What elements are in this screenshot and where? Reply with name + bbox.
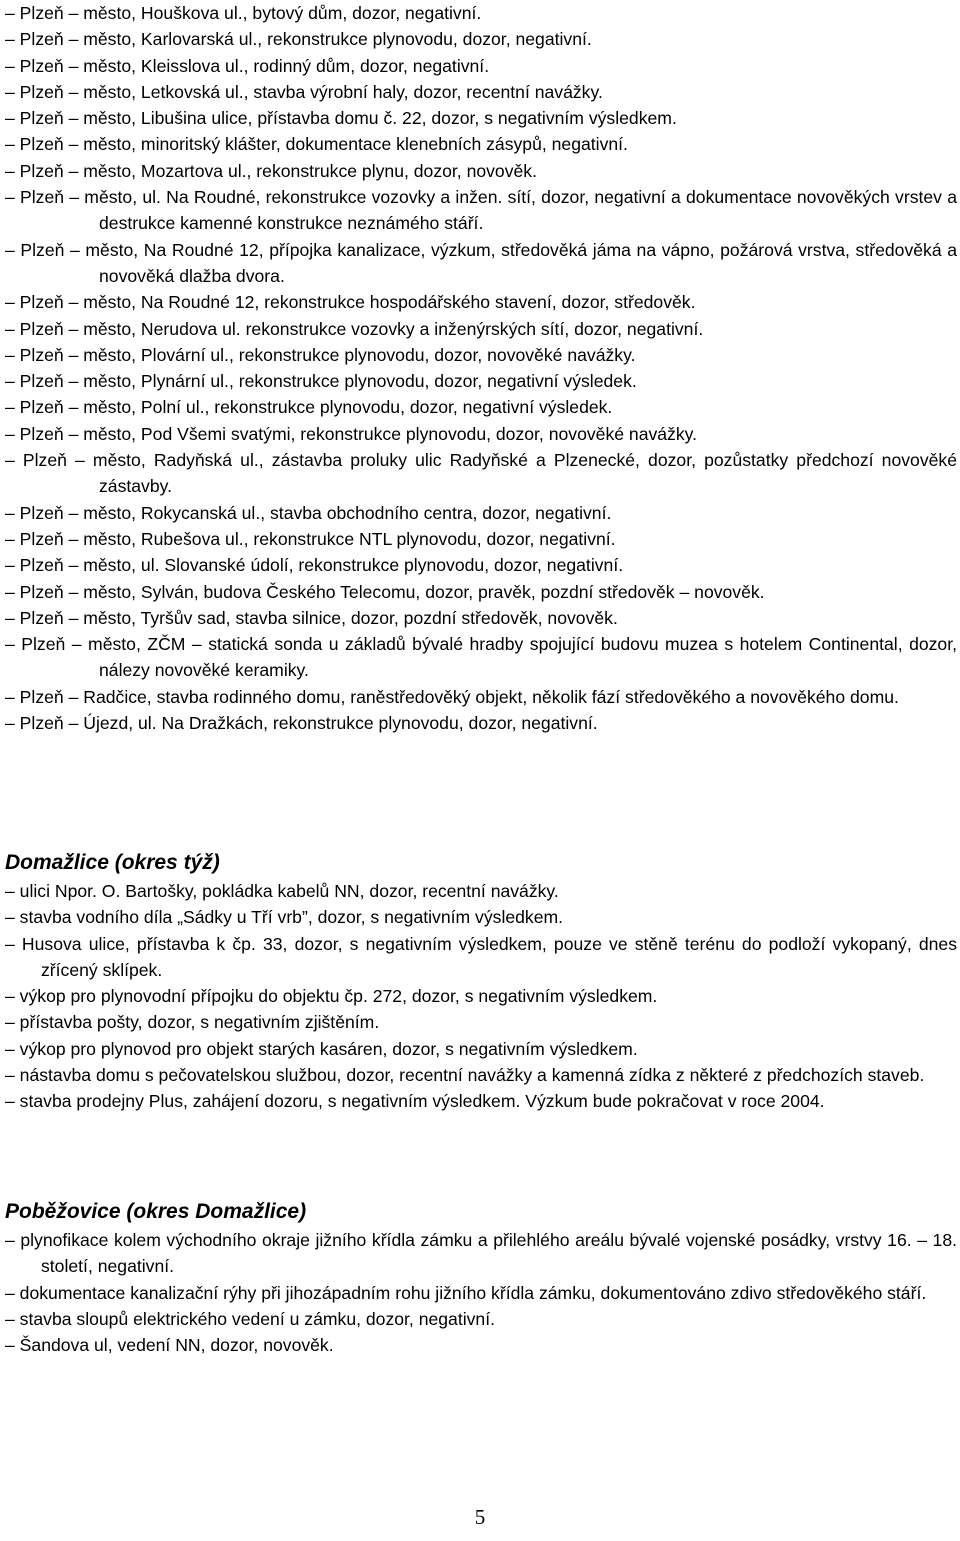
plzen-entry: – Plzeň – město, Pod Všemi svatými, rekonstrukce plynovodu, dozor, novověké navážky.	[5, 423, 698, 444]
domazlice-entry: – stavba vodního díla „Sádky u Tří vrb”, dozor, s negativním výsledkem.	[5, 907, 564, 928]
plzen-entry: – Plzeň – město, Karlovarská ul., rekonstrukce plynovodu, dozor, negativní.	[5, 29, 592, 50]
plzen-entry: – Plzeň – město, Letkovská ul., stavba výrobní haly, dozor, recentní navážky.	[5, 81, 603, 102]
plzen-entry: – Plzeň – město, Radyňská ul., zástavba proluky ulic Radyňské a Plzenecké, dozor, pozůstatky předchozí novověké zástavby.	[5, 450, 957, 497]
plzen-entry: – Plzeň – Újezd, ul. Na Dražkách, rekonstrukce plynovodu, dozor, negativní.	[5, 713, 598, 734]
domazlice-entry: – přístavba pošty, dozor, s negativním zjištěním.	[5, 1012, 380, 1033]
plzen-entry: – Plzeň – město, Tyršův sad, stavba silnice, dozor, pozdní středověk, novověk.	[5, 607, 618, 628]
plzen-entry: – Plzeň – město, Na Roudné 12, rekonstrukce hospodářského stavení, dozor, středověk.	[5, 292, 696, 313]
plzen-entry: – Plzeň – město, Nerudova ul. rekonstrukce vozovky a inženýrských sítí, dozor, negativní.	[5, 318, 704, 339]
plzen-entry: – Plzeň – město, ul. Na Roudné, rekonstrukce vozovky a inžen. sítí, dozor, negativní a dokumentace novověkých vrstev a destrukce kamenné konstrukce neznámého stáří.	[5, 187, 957, 234]
plzen-entry: – Plzeň – město, Kleisslova ul., rodinný dům, dozor, negativní.	[5, 55, 490, 76]
domazlice-entry: – nástavba domu s pečovatelskou službou, dozor, recentní navážky a kamenná zídka z některé z předchozích staveb.	[5, 1065, 925, 1086]
domazlice-entry: – výkop pro plynovodní přípojku do objektu čp. 272, dozor, s negativním výsledkem.	[5, 986, 658, 1007]
page-number: 5	[474, 1505, 486, 1529]
plzen-entry: – Plzeň – město, ZČM – statická sonda u základů bývalé hradby spojující budovu muzea s hotelem Continental, dozor, nálezy novověké keramiky.	[5, 634, 957, 681]
plzen-entry: – Plzeň – město, Rubešova ul., rekonstrukce NTL plynovodu, dozor, negativní.	[5, 528, 616, 549]
pobezovice-entry: – dokumentace kanalizační rýhy při jihozápadním rohu jižního křídla zámku, dokumentováno zdivo středověkého stáří.	[5, 1282, 927, 1303]
domazlice-entry: – stavba prodejny Plus, zahájení dozoru, s negativním výsledkem. Výzkum bude pokračovat v roce 2004.	[5, 1091, 825, 1112]
plzen-entry: – Plzeň – město, Sylván, budova Českého Telecomu, dozor, pravěk, pozdní středověk – novověk.	[5, 581, 765, 602]
plzen-entry: – Plzeň – město, Plovární ul., rekonstrukce plynovodu, dozor, novověké navážky.	[5, 344, 636, 365]
pobezovice-entry: – Šandova ul, vedení NN, dozor, novověk.	[5, 1335, 334, 1356]
domazlice-entry: – ulici Npor. O. Bartošky, pokládka kabelů NN, dozor, recentní navážky.	[5, 881, 559, 901]
pobezovice-entry: – plynofikace kolem východního okraje jižního křídla zámku a přilehlého areálu bývalé vojenské posádky, vrstvy 16. – 18. století, negativní.	[5, 1230, 957, 1277]
plzen-entry: – Plzeň – město, Mozartova ul., rekonstrukce plynu, dozor, novověk.	[5, 160, 537, 181]
plzen-entry: – Plzeň – město, minoritský klášter, dokumentace klenebních zásypů, negativní.	[5, 134, 628, 155]
plzen-entry: – Plzeň – Radčice, stavba rodinného domu, raněstředověký objekt, několik fází středověkého a novověkého domu.	[5, 686, 899, 707]
plzen-entry: – Plzeň – město, Plynární ul., rekonstrukce plynovodu, dozor, negativní výsledek.	[5, 371, 637, 392]
plzen-entry: – Plzeň – město, Polní ul., rekonstrukce plynovodu, dozor, negativní výsledek.	[5, 397, 613, 418]
plzen-entry: – Plzeň – město, ul. Slovanské údolí, rekonstrukce plynovodu, dozor, negativní.	[5, 555, 624, 576]
section-heading-domazlice: Domažlice (okres týž)	[5, 851, 220, 874]
pobezovice-entry-list	[5, 1227, 957, 1358]
domazlice-entry: – Husova ulice, přístavba k čp. 33, dozor, s negativním výsledkem, pouze ve stěně terénu do podloží vykopaný, dnes zřícený sklípek.	[5, 933, 957, 980]
domazlice-entry: – výkop pro plynovod pro objekt starých kasáren, dozor, s negativním výsledkem.	[5, 1038, 638, 1059]
plzen-entry: – Plzeň – město, Na Roudné 12, přípojka kanalizace, výzkum, středověká jáma na vápno, požárová vrstva, středověká a novověká dlažba dvora.	[5, 239, 957, 286]
section-heading-pobezovice: Poběžovice (okres Domažlice)	[5, 1200, 307, 1223]
plzen-entry-list	[5, 0, 957, 736]
plzen-entry: – Plzeň – město, Rokycanská ul., stavba obchodního centra, dozor, negativní.	[5, 502, 612, 523]
pobezovice-entry: – stavba sloupů elektrického vedení u zámku, dozor, negativní.	[5, 1308, 495, 1329]
plzen-entry: – Plzeň – město, Houškova ul., bytový dům, dozor, negativní.	[5, 3, 482, 23]
domazlice-entry-list	[5, 878, 957, 1115]
plzen-entry: – Plzeň – město, Libušina ulice, přístavba domu č. 22, dozor, s negativním výsledkem.	[5, 108, 677, 129]
